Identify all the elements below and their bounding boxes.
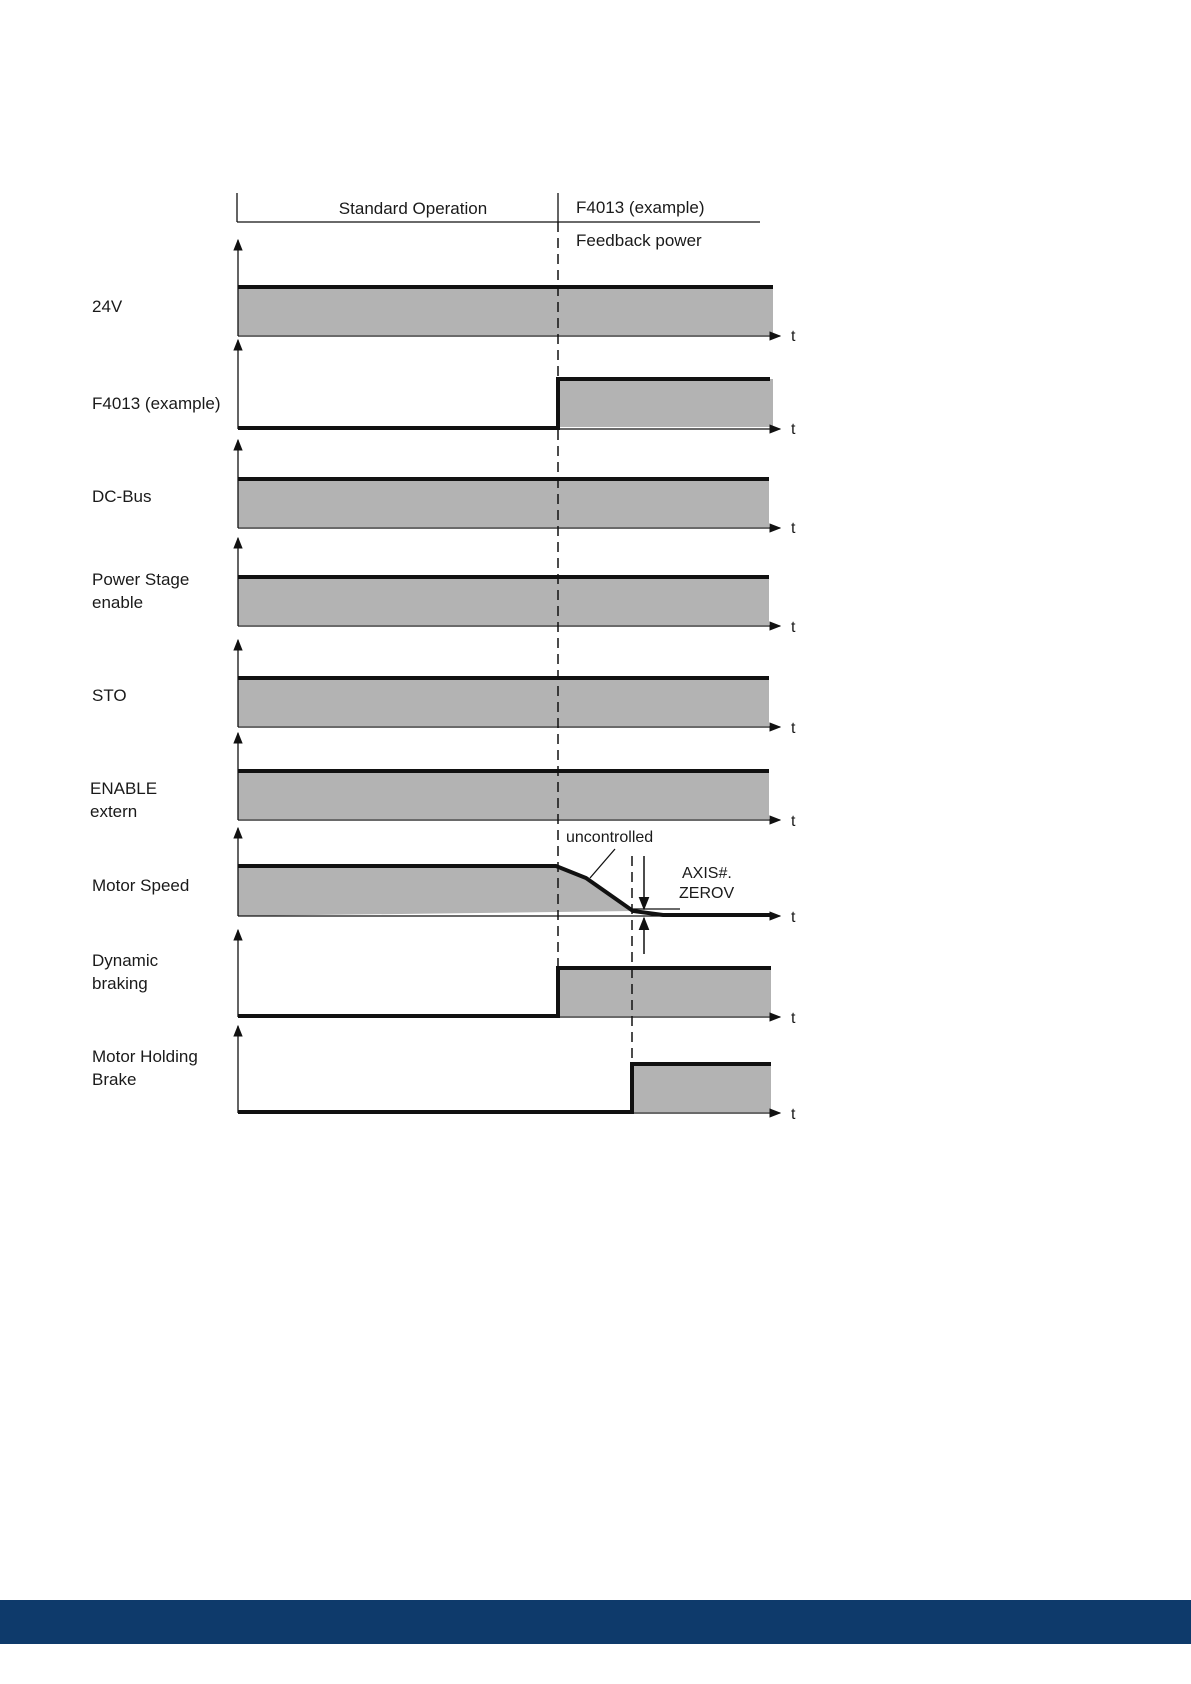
signal-dynamic-braking	[92, 930, 796, 1027]
signal-label-sto: STO	[92, 686, 127, 705]
zerov-annotation	[632, 856, 734, 954]
time-axis-label: t	[791, 328, 796, 345]
signal-label-enable-extern-2: extern	[90, 802, 138, 821]
signal-label-dynamic-braking-2: braking	[92, 974, 148, 993]
time-axis-label: t	[791, 421, 796, 438]
signal-power-stage	[92, 538, 796, 636]
time-axis-label: t	[791, 720, 796, 737]
signal-sto	[92, 640, 796, 737]
zerov-label-line1: AXIS#.	[682, 865, 732, 882]
signal-label-24v: 24V	[92, 297, 123, 316]
zerov-label-line2: ZEROV	[679, 885, 735, 902]
uncontrolled-annotation	[566, 829, 653, 878]
signal-label-dynamic-braking-1: Dynamic	[92, 951, 159, 970]
signal-label-holding-brake-2: Brake	[92, 1070, 137, 1089]
fault-cause-label: Feedback power	[576, 231, 702, 250]
signal-label-dc-bus: DC-Bus	[92, 487, 152, 506]
time-axis-label: t	[791, 909, 796, 926]
signal-enable-extern	[90, 733, 796, 830]
footer-bar	[0, 1600, 1191, 1644]
uncontrolled-label: uncontrolled	[566, 829, 654, 846]
signal-label-motor-speed: Motor Speed	[92, 876, 190, 895]
signal-label-power-stage-1: Power Stage	[92, 570, 190, 589]
uncontrolled-leader	[590, 849, 615, 878]
fault-header-label: F4013 (example)	[576, 198, 705, 217]
time-axis-label: t	[791, 1106, 796, 1123]
time-axis-label: t	[791, 520, 796, 537]
time-axis-label: t	[791, 813, 796, 830]
signal-dc-bus	[92, 440, 796, 537]
signal-fill	[238, 771, 769, 819]
signal-label-holding-brake-1: Motor Holding	[92, 1047, 198, 1066]
signal-holding-brake	[92, 1026, 796, 1123]
phase-header	[237, 193, 760, 250]
signal-label-enable-extern-1: ENABLE	[90, 779, 158, 798]
time-axis-label: t	[791, 619, 796, 636]
signal-fill	[558, 379, 773, 427]
time-axis-label: t	[791, 1010, 796, 1027]
signal-fill	[558, 968, 771, 1016]
signal-label-power-stage-2: enable	[92, 593, 144, 612]
signal-fill	[238, 678, 769, 726]
signal-24v	[92, 240, 796, 345]
signal-fill	[632, 1064, 771, 1112]
standard-operation-label: Standard Operation	[338, 199, 488, 218]
signal-fill	[238, 479, 769, 527]
signal-fault	[92, 340, 796, 438]
signal-fill	[238, 287, 773, 335]
signal-fill	[238, 577, 769, 625]
signal-label-fault: F4013 (example)	[92, 394, 221, 413]
